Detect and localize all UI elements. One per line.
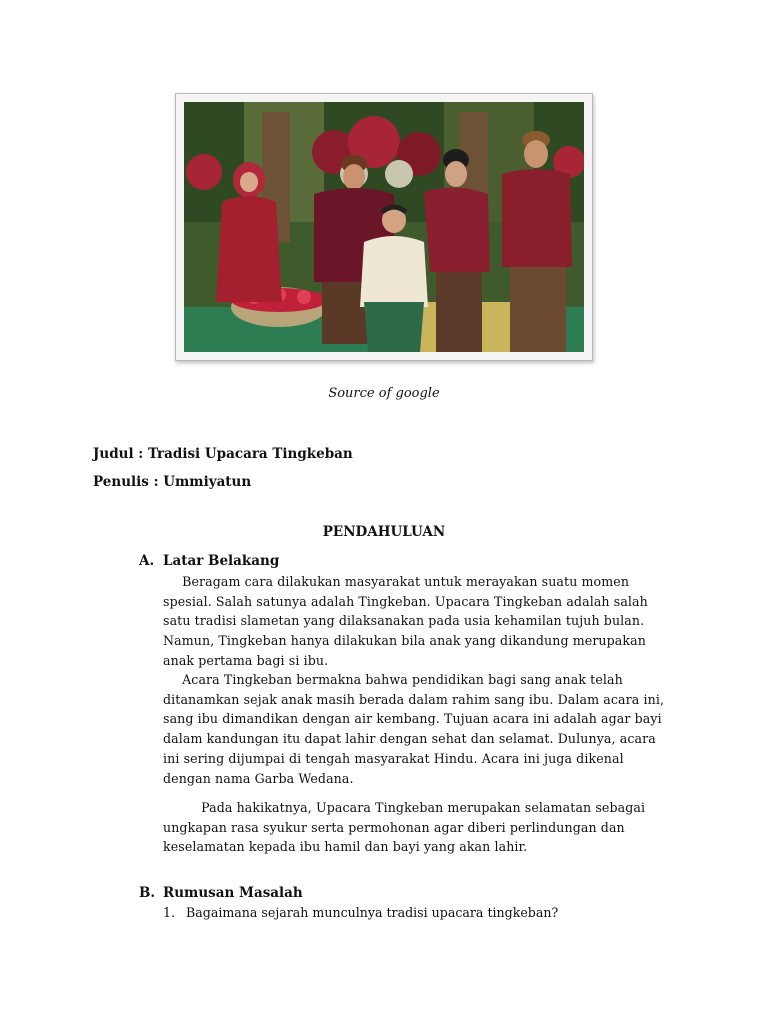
list-item-text: Bagaimana sejarah munculnya tradisi upacara tingkeban?	[186, 905, 559, 920]
ceremony-photo	[175, 93, 593, 361]
section-b-letter: B.	[139, 885, 156, 901]
title-line: Judul : Tradisi Upacara Tingkeban	[93, 446, 353, 462]
paragraph-intro: Beragam cara dilakukan masyarakat untuk merayakan suatu momen spesial. Salah satunya adalah Tingkeban. Upacara Tingkeban adalah salah satu tradisi slametan yang dilaksanakan pada usia kehamilan tujuh bulan. Namun, Tingkeban hanya dilakukan bila anak yang dikandung merupakan anak pertama bagi si ibu.	[163, 574, 648, 668]
ceremony-photo-image	[184, 102, 584, 352]
section-a-letter: A.	[139, 553, 155, 569]
section-b-title: Rumusan Masalah	[163, 885, 303, 901]
section-heading: PENDAHULUAN	[322, 524, 446, 540]
list-item-number: 1.	[163, 905, 176, 920]
author-line: Penulis : Ummiyatun	[93, 474, 252, 490]
section-a-title: Latar Belakang	[163, 553, 280, 569]
paragraph-essence: Pada hakikatnya, Upacara Tingkeban merupakan selamatan sebagai ungkapan rasa syukur serta permohonan agar diberi perlindungan dan keselamatan kepada ibu hamil dan bayi yang akan lahir.	[163, 800, 646, 855]
section-b-heading	[139, 885, 303, 901]
photo-caption: Source of google	[328, 386, 440, 401]
list-item	[163, 905, 558, 920]
paragraph-meaning: Acara Tingkeban bermakna bahwa pendidikan bagi sang anak telah ditanamkan sejak anak masih berada dalam rahim sang ibu. Dalam acara ini, sang ibu dimandikan dengan air kembang. Tujuan acara ini adalah agar bayi dalam kandungan itu dapat lahir dengan sehat dan selamat. Dulunya, acara ini sering dijumpai di tengah masyarakat Hindu. Acara ini juga dikenal dengan nama Garba Wedana.	[163, 672, 665, 786]
section-a-heading	[139, 553, 279, 569]
